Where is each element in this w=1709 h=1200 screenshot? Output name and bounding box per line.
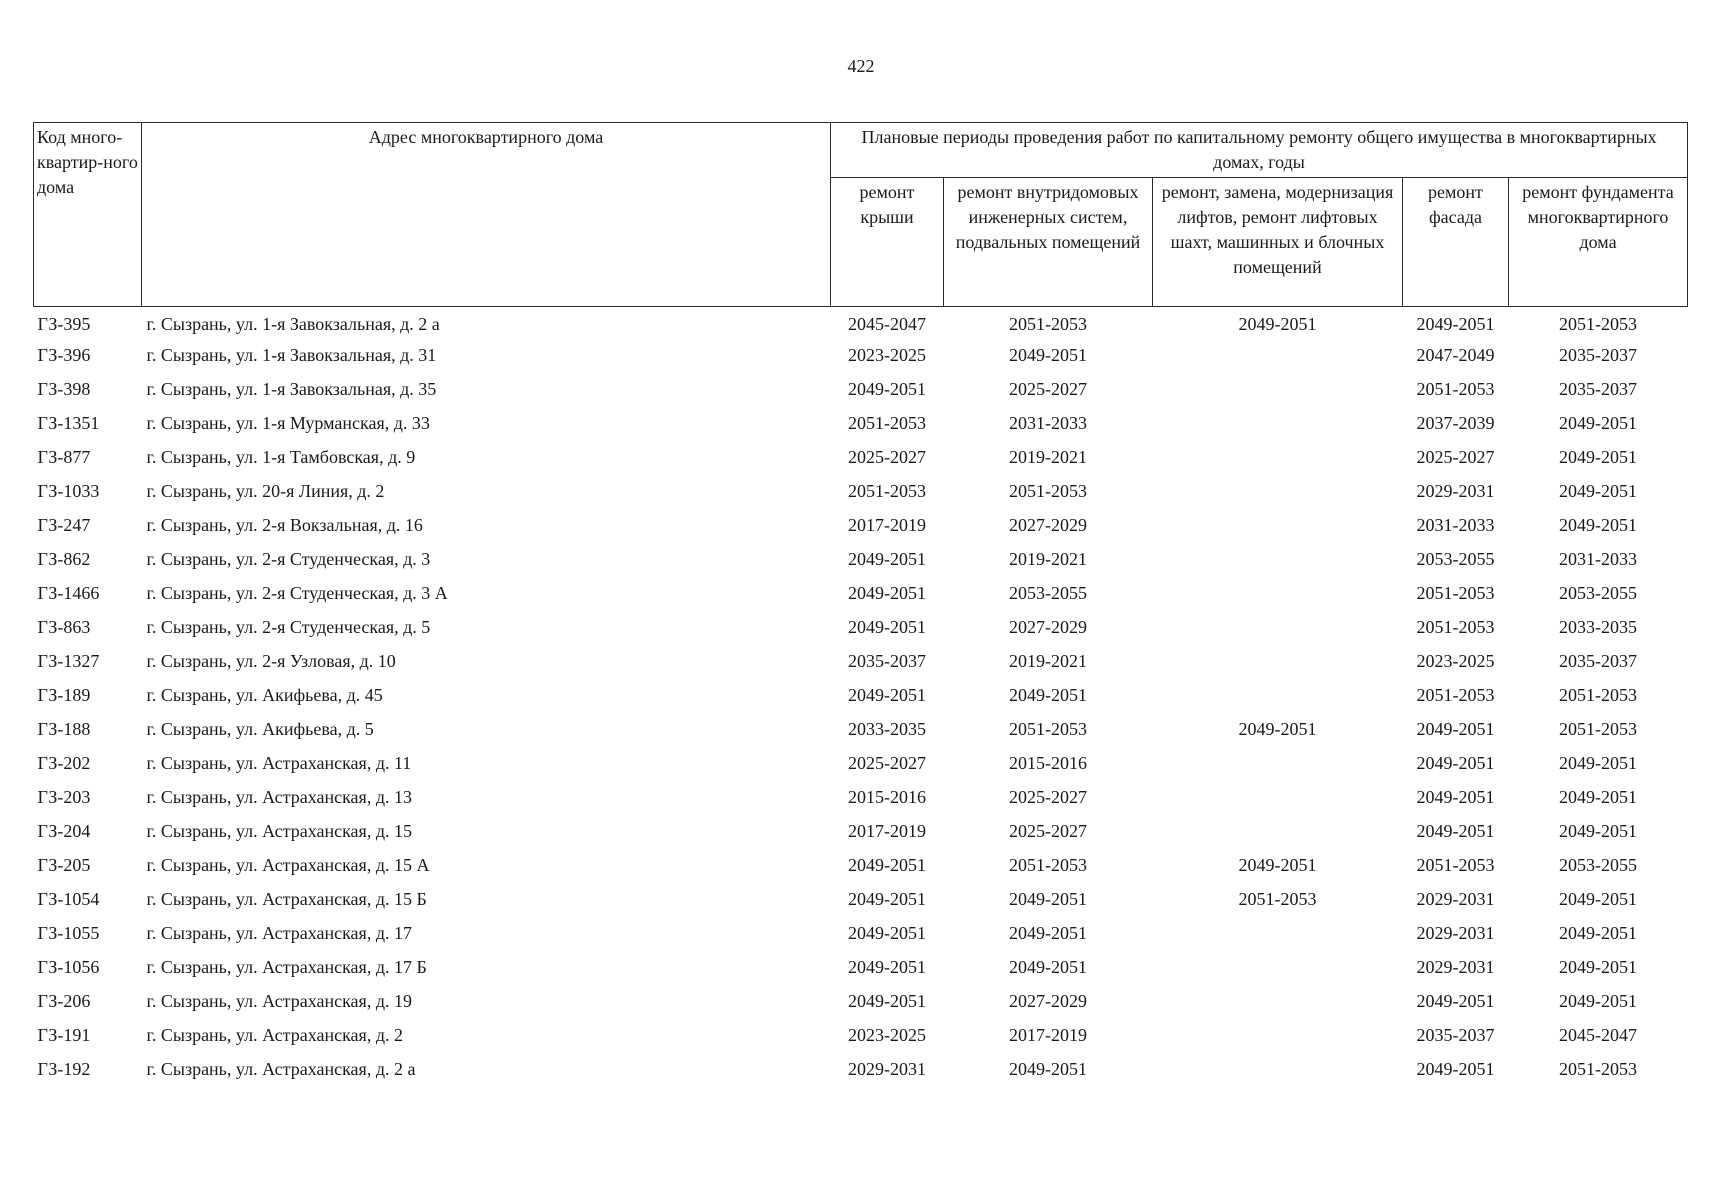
cell-facade: 2049-2051: [1416, 753, 1495, 773]
cell-engineering: 2051-2053: [1009, 314, 1087, 334]
cell-engineering: 2049-2051: [1009, 345, 1087, 365]
cell-roof: 2049-2051: [848, 685, 926, 705]
cell-engineering: 2025-2027: [1009, 787, 1087, 807]
cell-engineering: 2017-2019: [1009, 1025, 1087, 1045]
cell-foundation: 2049-2051: [1559, 821, 1638, 841]
cell-lifts: [1153, 338, 1403, 372]
cell-address: г. Сызрань, ул. 20-я Линия, д. 2: [146, 481, 385, 501]
table-row: [34, 610, 1688, 644]
cell-lifts: [1153, 542, 1403, 576]
cell-engineering: 2027-2029: [1009, 991, 1087, 1011]
cell-lifts: [1153, 406, 1403, 440]
cell-address: г. Сызрань, ул. Астраханская, д. 2 а: [146, 1059, 416, 1079]
cell-facade: 2037-2039: [1416, 413, 1495, 433]
cell-code: ГЗ-1351: [37, 413, 100, 433]
cell-facade: 2049-2051: [1416, 1059, 1495, 1079]
cell-engineering: 2049-2051: [1009, 1059, 1087, 1079]
cell-lifts: [1153, 576, 1403, 610]
cell-engineering: 2051-2053: [1009, 719, 1087, 739]
cell-code: ГЗ-863: [37, 617, 91, 637]
cell-address: г. Сызрань, ул. 2-я Студенческая, д. 3 А: [146, 583, 448, 603]
cell-engineering: 2019-2021: [1009, 549, 1087, 569]
cell-facade: 2051-2053: [1416, 379, 1495, 399]
cell-facade: 2049-2051: [1416, 719, 1495, 739]
header-engineering: ремонт внутридомовых инженерных систем, подвальных помещений: [944, 178, 1153, 307]
cell-address: г. Сызрань, ул. 2-я Студенческая, д. 3: [146, 549, 431, 569]
cell-roof: 2035-2037: [848, 651, 926, 671]
cell-roof: 2023-2025: [848, 1025, 926, 1045]
table-header: [34, 123, 1688, 307]
cell-code: ГЗ-396: [37, 345, 91, 365]
cell-foundation: 2049-2051: [1559, 515, 1638, 535]
cell-facade: 2051-2053: [1416, 617, 1495, 637]
cell-code: ГЗ-1054: [37, 889, 100, 909]
table-row: [34, 950, 1688, 984]
cell-facade: 2029-2031: [1416, 923, 1495, 943]
cell-facade: 2051-2053: [1416, 855, 1495, 875]
cell-lifts: [1153, 610, 1403, 644]
cell-address: г. Сызрань, ул. Астраханская, д. 15 Б: [146, 889, 427, 909]
cell-foundation: 2049-2051: [1559, 481, 1638, 501]
cell-code: ГЗ-205: [37, 855, 91, 875]
cell-roof: 2023-2025: [848, 345, 926, 365]
table-row: [34, 338, 1688, 372]
cell-lifts: [1153, 780, 1403, 814]
cell-foundation: 2049-2051: [1559, 787, 1638, 807]
cell-roof: 2033-2035: [848, 719, 926, 739]
cell-roof: 2045-2047: [848, 314, 926, 334]
cell-address: г. Сызрань, ул. 1-я Завокзальная, д. 31: [146, 345, 437, 365]
cell-foundation: 2051-2053: [1559, 719, 1638, 739]
cell-code: ГЗ-1327: [37, 651, 100, 671]
cell-lifts: [1153, 474, 1403, 508]
cell-engineering: 2049-2051: [1009, 889, 1087, 909]
cell-code: ГЗ-1056: [37, 957, 100, 977]
cell-foundation: 2049-2051: [1559, 957, 1638, 977]
cell-code: ГЗ-247: [37, 515, 91, 535]
cell-code: ГЗ-1033: [37, 481, 100, 501]
cell-address: г. Сызрань, ул. Астраханская, д. 13: [146, 787, 412, 807]
capital-repair-table: [33, 122, 1688, 1086]
table-row: [34, 644, 1688, 678]
cell-roof: 2029-2031: [848, 1059, 926, 1079]
page-number: 422: [847, 56, 875, 76]
table-row: [34, 440, 1688, 474]
table-row: [34, 508, 1688, 542]
cell-facade: 2023-2025: [1416, 651, 1495, 671]
cell-lifts: [1153, 814, 1403, 848]
cell-lifts: [1153, 1018, 1403, 1052]
cell-code: ГЗ-1466: [37, 583, 100, 603]
table-row: [34, 916, 1688, 950]
cell-lifts: [1153, 372, 1403, 406]
cell-lifts: [1153, 678, 1403, 712]
cell-address: г. Сызрань, ул. 1-я Мурманская, д. 33: [146, 413, 430, 433]
cell-lifts: [1153, 916, 1403, 950]
cell-roof: 2049-2051: [848, 923, 926, 943]
header-code: Код много-квартир-ного дома: [34, 123, 142, 307]
cell-code: ГЗ-203: [37, 787, 91, 807]
cell-address: г. Сызрань, ул. Астраханская, д. 17: [146, 923, 412, 943]
table-row: [34, 307, 1688, 339]
cell-roof: 2051-2053: [848, 481, 926, 501]
cell-code: ГЗ-192: [37, 1059, 91, 1079]
cell-engineering: 2027-2029: [1009, 515, 1087, 535]
cell-engineering: 2049-2051: [1009, 685, 1087, 705]
cell-engineering: 2025-2027: [1009, 821, 1087, 841]
cell-foundation: 2051-2053: [1559, 314, 1638, 334]
cell-lifts: [1153, 950, 1403, 984]
cell-roof: 2049-2051: [848, 889, 926, 909]
cell-engineering: 2049-2051: [1009, 923, 1087, 943]
cell-roof: 2049-2051: [848, 379, 926, 399]
table-row: [34, 848, 1688, 882]
table-row: [34, 576, 1688, 610]
cell-foundation: 2053-2055: [1559, 583, 1638, 603]
table-row: [34, 542, 1688, 576]
header-periods: Плановые периоды проведения работ по капитальному ремонту общего имущества в многоквартирных домах, годы: [831, 123, 1688, 178]
cell-address: г. Сызрань, ул. Астраханская, д. 17 Б: [146, 957, 427, 977]
table-row: [34, 474, 1688, 508]
cell-engineering: 2031-2033: [1009, 413, 1087, 433]
cell-address: г. Сызрань, ул. Астраханская, д. 15: [146, 821, 412, 841]
table-row: [34, 882, 1688, 916]
cell-address: г. Сызрань, ул. 2-я Студенческая, д. 5: [146, 617, 431, 637]
cell-code: ГЗ-189: [37, 685, 91, 705]
cell-engineering: 2051-2053: [1009, 481, 1087, 501]
cell-roof: 2049-2051: [848, 617, 926, 637]
table-row: [34, 1018, 1688, 1052]
cell-foundation: 2049-2051: [1559, 991, 1638, 1011]
cell-foundation: 2051-2053: [1559, 685, 1638, 705]
cell-facade: 2053-2055: [1416, 549, 1495, 569]
cell-roof: 2049-2051: [848, 991, 926, 1011]
cell-engineering: 2019-2021: [1009, 651, 1087, 671]
cell-foundation: 2031-2033: [1559, 549, 1638, 569]
cell-foundation: 2049-2051: [1559, 447, 1638, 467]
table-row: [34, 746, 1688, 780]
table-row: [34, 406, 1688, 440]
cell-lifts: [1153, 644, 1403, 678]
header-address: Адрес многоквартирного дома: [142, 123, 831, 307]
cell-engineering: 2015-2016: [1009, 753, 1087, 773]
cell-facade: 2025-2027: [1416, 447, 1495, 467]
cell-roof: 2049-2051: [848, 549, 926, 569]
cell-lifts: [1153, 984, 1403, 1018]
cell-address: г. Сызрань, ул. Астраханская, д. 15 А: [146, 855, 430, 875]
cell-address: г. Сызрань, ул. 2-я Узловая, д. 10: [146, 651, 396, 671]
table-body: [34, 307, 1688, 1087]
cell-foundation: 2045-2047: [1559, 1025, 1638, 1045]
table-row: [34, 372, 1688, 406]
table-row: [34, 780, 1688, 814]
cell-code: ГЗ-191: [37, 1025, 91, 1045]
cell-lifts: 2051-2053: [1238, 889, 1317, 909]
cell-address: г. Сызрань, ул. 1-я Завокзальная, д. 2 а: [146, 314, 440, 334]
cell-roof: 2051-2053: [848, 413, 926, 433]
cell-lifts: 2049-2051: [1238, 314, 1317, 334]
table-row: [34, 1052, 1688, 1086]
cell-roof: 2017-2019: [848, 515, 926, 535]
cell-engineering: 2049-2051: [1009, 957, 1087, 977]
cell-foundation: 2035-2037: [1559, 345, 1638, 365]
cell-foundation: 2035-2037: [1559, 651, 1638, 671]
cell-engineering: 2051-2053: [1009, 855, 1087, 875]
cell-roof: 2049-2051: [848, 957, 926, 977]
cell-address: г. Сызрань, ул. 1-я Завокзальная, д. 35: [146, 379, 437, 399]
cell-facade: 2047-2049: [1416, 345, 1495, 365]
cell-facade: 2029-2031: [1416, 889, 1495, 909]
cell-address: г. Сызрань, ул. Астраханская, д. 19: [146, 991, 412, 1011]
cell-engineering: 2019-2021: [1009, 447, 1087, 467]
table-row: [34, 712, 1688, 746]
cell-roof: 2025-2027: [848, 447, 926, 467]
cell-facade: 2051-2053: [1416, 583, 1495, 603]
cell-code: ГЗ-206: [37, 991, 91, 1011]
cell-lifts: [1153, 440, 1403, 474]
cell-address: г. Сызрань, ул. 1-я Тамбовская, д. 9: [146, 447, 416, 467]
cell-facade: 2029-2031: [1416, 957, 1495, 977]
cell-facade: 2035-2037: [1416, 1025, 1495, 1045]
cell-roof: 2049-2051: [848, 583, 926, 603]
cell-code: ГЗ-202: [37, 753, 91, 773]
table-row: [34, 984, 1688, 1018]
cell-facade: 2049-2051: [1416, 821, 1495, 841]
cell-code: ГЗ-188: [37, 719, 91, 739]
cell-foundation: 2049-2051: [1559, 889, 1638, 909]
cell-roof: 2017-2019: [848, 821, 926, 841]
cell-lifts: [1153, 746, 1403, 780]
cell-code: ГЗ-395: [37, 314, 91, 334]
cell-lifts: [1153, 508, 1403, 542]
header-lifts: ремонт, замена, модернизация лифтов, ремонт лифтовых шахт, машинных и блочных помещений: [1153, 178, 1403, 307]
cell-code: ГЗ-877: [37, 447, 91, 467]
cell-address: г. Сызрань, ул. Акифьева, д. 5: [146, 719, 374, 739]
cell-lifts: [1153, 1052, 1403, 1086]
cell-address: г. Сызрань, ул. 2-я Вокзальная, д. 16: [146, 515, 423, 535]
table-row: [34, 678, 1688, 712]
cell-code: ГЗ-398: [37, 379, 91, 399]
cell-foundation: 2049-2051: [1559, 923, 1638, 943]
cell-engineering: 2053-2055: [1009, 583, 1087, 603]
cell-code: ГЗ-204: [37, 821, 91, 841]
header-foundation: ремонт фундамента многоквартирного дома: [1509, 178, 1688, 307]
header-roof: ремонт крыши: [831, 178, 944, 307]
cell-foundation: 2051-2053: [1559, 1059, 1638, 1079]
cell-code: ГЗ-1055: [37, 923, 100, 943]
cell-facade: 2051-2053: [1416, 685, 1495, 705]
cell-facade: 2049-2051: [1416, 991, 1495, 1011]
cell-foundation: 2033-2035: [1559, 617, 1638, 637]
cell-foundation: 2035-2037: [1559, 379, 1638, 399]
cell-address: г. Сызрань, ул. Акифьева, д. 45: [146, 685, 383, 705]
cell-roof: 2015-2016: [848, 787, 926, 807]
cell-facade: 2031-2033: [1416, 515, 1495, 535]
cell-lifts: 2049-2051: [1238, 719, 1317, 739]
cell-facade: 2049-2051: [1416, 314, 1495, 334]
cell-foundation: 2053-2055: [1559, 855, 1638, 875]
cell-facade: 2049-2051: [1416, 787, 1495, 807]
cell-roof: 2049-2051: [848, 855, 926, 875]
cell-code: ГЗ-862: [37, 549, 91, 569]
cell-foundation: 2049-2051: [1559, 413, 1638, 433]
cell-address: г. Сызрань, ул. Астраханская, д. 11: [146, 753, 412, 773]
cell-engineering: 2027-2029: [1009, 617, 1087, 637]
cell-roof: 2025-2027: [848, 753, 926, 773]
table-row: [34, 814, 1688, 848]
header-facade: ремонт фасада: [1403, 178, 1509, 307]
cell-lifts: 2049-2051: [1238, 855, 1317, 875]
cell-foundation: 2049-2051: [1559, 753, 1638, 773]
cell-address: г. Сызрань, ул. Астраханская, д. 2: [146, 1025, 403, 1045]
cell-facade: 2029-2031: [1416, 481, 1495, 501]
cell-engineering: 2025-2027: [1009, 379, 1087, 399]
